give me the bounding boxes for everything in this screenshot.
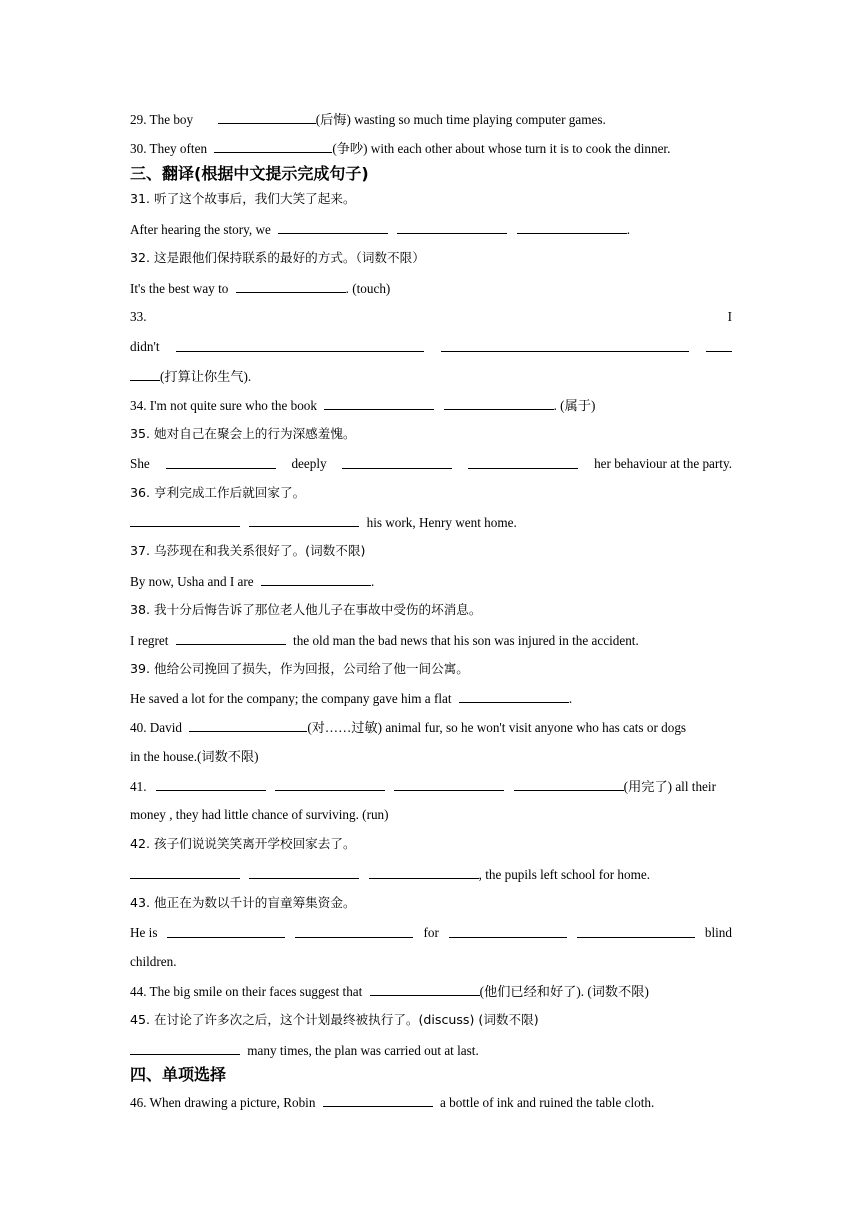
- q43-chinese: 43. 他正在为数以千计的盲童筹集资金。: [130, 895, 356, 910]
- question-35: [130, 455, 732, 473]
- q33-blank-3[interactable]: [706, 338, 732, 352]
- q37-chinese: 37. 乌莎现在和我关系很好了。(词数不限): [130, 543, 366, 558]
- question-44: [130, 982, 649, 1001]
- q46-prefix: 46. When drawing a picture, Robin: [130, 1095, 316, 1110]
- q36-chinese: 36. 亨利完成工作后就回家了。: [130, 485, 306, 500]
- q29-blank[interactable]: [218, 110, 316, 124]
- q43-blank-4[interactable]: [577, 924, 695, 938]
- question-40-line2: in the house.(词数不限): [130, 749, 259, 764]
- q33-i: I: [727, 309, 732, 324]
- q31-blank-2[interactable]: [397, 220, 507, 234]
- q35-mid: deeply: [291, 456, 327, 471]
- section-3-title: 三、翻译(根据中文提示完成句子): [130, 164, 369, 183]
- q30-prefix: 30. They often: [130, 141, 208, 156]
- q35-prefix: She: [130, 456, 150, 471]
- question-40: [130, 718, 686, 737]
- q35-blank-2[interactable]: [342, 455, 452, 469]
- question-46: [130, 1093, 654, 1112]
- question-29: [130, 110, 606, 129]
- q35-blank-1[interactable]: [166, 455, 276, 469]
- q42-blank-2[interactable]: [249, 865, 359, 879]
- q32-prefix: It's the best way to: [130, 281, 229, 296]
- q37-prefix: By now, Usha and I are: [130, 574, 254, 589]
- question-30: [130, 139, 670, 158]
- q31-prefix: After hearing the story, we: [130, 222, 271, 237]
- question-36: [130, 513, 517, 532]
- question-33-line3: [130, 367, 251, 386]
- question-45: [130, 1041, 479, 1060]
- q41-blank-1[interactable]: [156, 777, 266, 791]
- q42-blank-1[interactable]: [130, 865, 240, 879]
- q44-blank[interactable]: [370, 982, 480, 996]
- q39-prefix: He saved a lot for the company; the company gave him a flat: [130, 691, 452, 706]
- q41-prefix: 41.: [130, 779, 147, 794]
- q41-blank-4[interactable]: [514, 777, 624, 791]
- q31-blank-3[interactable]: [517, 220, 627, 234]
- q33-number: 33.: [130, 309, 147, 324]
- q39-end: .: [568, 691, 573, 706]
- question-41-line2: money , they had little chance of surviving. (run): [130, 807, 389, 822]
- q41-blank-2[interactable]: [275, 777, 385, 791]
- q30-hint: (争吵) with each other about whose turn it is to cook the dinner.: [332, 141, 671, 156]
- q35-chinese: 35. 她对自己在聚会上的行为深感羞愧。: [130, 426, 356, 441]
- question-38: [130, 631, 639, 650]
- q31-chinese: 31. 听了这个故事后，我们大笑了起来。: [130, 191, 356, 206]
- q29-hint: (后悔) wasting so much time playing computer games.: [315, 112, 606, 127]
- question-34: [130, 396, 595, 415]
- q42-end: , the pupils left school for home.: [478, 867, 650, 882]
- q40-hint: (对……过敏) animal fur, so he won't visit anyone who has cats or dogs: [307, 720, 687, 735]
- q43-blank-1[interactable]: [167, 924, 285, 938]
- q44-prefix: 44. The big smile on their faces suggest that: [130, 984, 363, 999]
- q38-blank[interactable]: [176, 631, 286, 645]
- q35-blank-3[interactable]: [468, 455, 578, 469]
- q30-blank[interactable]: [214, 139, 332, 153]
- q38-prefix: I regret: [130, 633, 169, 648]
- q40-blank[interactable]: [189, 718, 307, 732]
- q45-end: many times, the plan was carried out at last.: [247, 1043, 479, 1058]
- q46-blank[interactable]: [323, 1093, 433, 1107]
- q38-end: the old man the bad news that his son was injured in the accident.: [293, 633, 639, 648]
- question-43: [130, 924, 732, 942]
- q46-end: a bottle of ink and ruined the table cloth.: [440, 1095, 655, 1110]
- question-37: [130, 572, 374, 591]
- q43-prefix: He is: [130, 925, 158, 940]
- q33-blank-2[interactable]: [441, 338, 689, 352]
- q33-prefix: didn't: [130, 339, 160, 354]
- q37-end: .: [370, 574, 375, 589]
- question-41: [130, 777, 716, 796]
- q32-blank[interactable]: [236, 279, 346, 293]
- q33-blank-1[interactable]: [176, 338, 424, 352]
- q39-chinese: 39. 他给公司挽回了损失，作为回报，公司给了他一间公寓。: [130, 661, 469, 676]
- question-32: [130, 279, 390, 298]
- q38-chinese: 38. 我十分后悔告诉了那位老人他儿子在事故中受伤的坏消息。: [130, 602, 482, 617]
- q29-prefix: 29. The boy: [130, 112, 194, 127]
- q42-blank-3[interactable]: [369, 865, 479, 879]
- question-33-line1: [130, 308, 732, 326]
- q33-hint: (打算让你生气).: [160, 369, 252, 384]
- q43-blank-2[interactable]: [295, 924, 413, 938]
- q35-end: her behaviour at the party.: [594, 456, 732, 471]
- q41-blank-3[interactable]: [394, 777, 504, 791]
- q43-end: blind: [704, 925, 732, 940]
- question-31: [130, 220, 630, 239]
- q32-chinese: 32. 这是跟他们保持联系的最好的方式。（词数不限）: [130, 250, 425, 265]
- q33-blank-3-cont[interactable]: [130, 367, 160, 381]
- question-43-line2: children.: [130, 954, 177, 969]
- q42-chinese: 42. 孩子们说说笑笑离开学校回家去了。: [130, 836, 356, 851]
- section-4-title: 四、单项选择: [130, 1065, 227, 1084]
- q36-end: his work, Henry went home.: [366, 515, 517, 530]
- q34-prefix: 34. I'm not quite sure who the book: [130, 398, 317, 413]
- q43-blank-3[interactable]: [449, 924, 567, 938]
- q31-blank-1[interactable]: [278, 220, 388, 234]
- q34-blank-2[interactable]: [444, 396, 554, 410]
- q36-blank-1[interactable]: [130, 513, 240, 527]
- q44-hint: (他们已经和好了). (词数不限): [479, 984, 649, 999]
- question-42: [130, 865, 650, 884]
- q34-blank-1[interactable]: [324, 396, 434, 410]
- q34-end: . (属于): [553, 398, 596, 413]
- q32-end: . (touch): [345, 281, 391, 296]
- q36-blank-2[interactable]: [249, 513, 359, 527]
- q31-end: .: [626, 222, 631, 237]
- q41-hint: (用完了) all their: [623, 779, 716, 794]
- q43-mid: for: [423, 925, 439, 940]
- question-39: [130, 689, 572, 708]
- q40-prefix: 40. David: [130, 720, 183, 735]
- q45-chinese: 45. 在讨论了许多次之后，这个计划最终被执行了。(discuss) (词数不限): [130, 1012, 539, 1027]
- q37-blank[interactable]: [261, 572, 371, 586]
- q45-blank[interactable]: [130, 1041, 240, 1055]
- question-33-line2: [130, 338, 732, 356]
- q39-blank[interactable]: [459, 689, 569, 703]
